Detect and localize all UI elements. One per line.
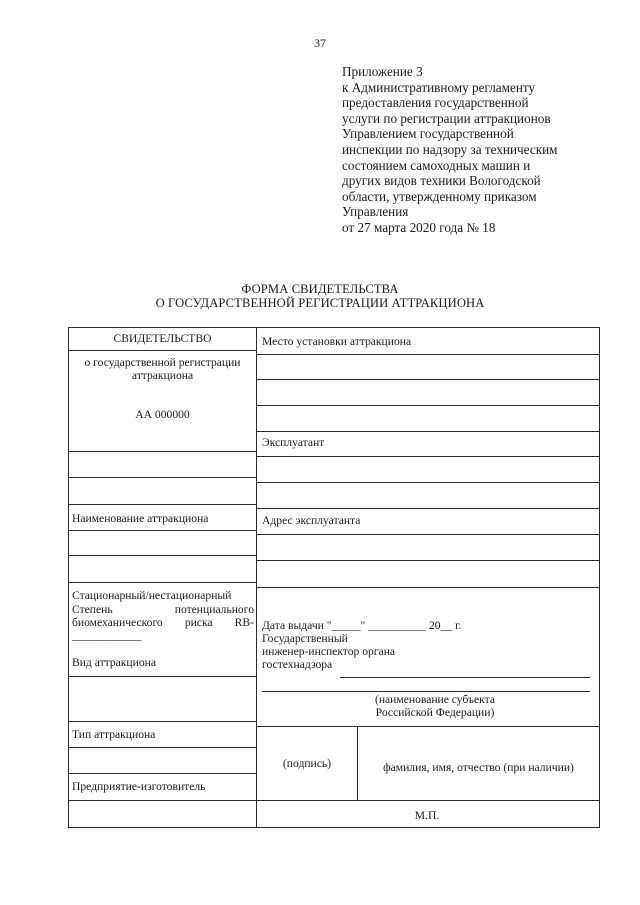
inspector-line-3: гостехнадзора (262, 658, 333, 672)
subject-underline (262, 691, 590, 692)
certificate-subtitle-line-2: аттракциона (131, 369, 194, 383)
risk-label (72, 603, 254, 643)
risk-line-1 (72, 603, 254, 616)
installation-place-label: Место установки аттракциона (262, 335, 412, 348)
left-row-line (68, 530, 257, 531)
stationary-label: Стационарный/нестационарный (72, 589, 232, 602)
left-row-line (68, 721, 257, 722)
certificate-heading: СВИДЕТЕЛЬСТВО (113, 332, 212, 345)
operator-address-label: Адрес эксплуатанта (262, 514, 361, 527)
stamp-label: М.П. (414, 809, 440, 822)
right-row-line (256, 800, 600, 801)
table-border-bottom (68, 827, 600, 828)
table-border-top (68, 327, 600, 328)
risk-line-3: ____________ (72, 629, 142, 643)
full-name-caption: фамилия, имя, отчество (при наличии) (383, 761, 574, 774)
annex-title: Приложение 3 (342, 64, 423, 79)
certificate-subtitle (69, 356, 256, 382)
subject-caption (355, 693, 515, 719)
annex-line: других видов техники Вологодской (342, 173, 541, 189)
form-title (0, 282, 640, 310)
annex-line: Управлением государственной (342, 126, 514, 142)
left-row-line (68, 773, 257, 774)
right-row-line (256, 456, 600, 457)
left-row-line (68, 800, 257, 801)
table-column-divider (256, 327, 257, 828)
inspector-line-1: Государственный (262, 632, 348, 645)
attraction-kind-label: Вид аттракциона (72, 656, 156, 669)
operator-label: Эксплуатант (262, 436, 325, 449)
right-row-line (256, 379, 600, 380)
left-row-line (68, 451, 257, 452)
form-title-line-2: О ГОСУДАРСТВЕННОЙ РЕГИСТРАЦИИ АТТРАКЦИОНА (155, 296, 485, 310)
table-border-right (599, 327, 600, 828)
annex-line: предоставления государственной (342, 95, 529, 111)
annex-line: услуги по регистрации аттракционов (342, 110, 551, 126)
right-row-line (256, 560, 600, 561)
left-row-line (68, 555, 257, 556)
right-row-line (256, 534, 600, 535)
subject-caption-line-1: (наименование субъекта (374, 693, 496, 706)
attraction-type-label: Тип аттракциона (72, 728, 156, 741)
table-border-left (68, 327, 69, 828)
annex-line: Управления (342, 204, 409, 220)
annex-line: области, утвержденному приказом (342, 188, 537, 204)
left-row-line (68, 747, 257, 748)
manufacturer-label: Предприятие-изготовитель (72, 780, 206, 793)
attraction-name-label: Наименование аттракциона (72, 512, 209, 525)
issue-date-label: Дата выдачи "_____" __________ 20__ г. (262, 619, 462, 632)
risk-line-2 (72, 616, 254, 629)
left-row-line (68, 676, 257, 677)
risk-line-1-text: Степень потенциального (72, 603, 254, 616)
certificate-subtitle-line-1: о государственной регистрации (84, 356, 241, 369)
signature-caption: (подпись) (282, 757, 332, 770)
annex-line: к Административному регламенту (342, 79, 536, 95)
left-row-line (68, 582, 257, 583)
inspector-underline (340, 677, 590, 678)
left-row-line (68, 504, 257, 505)
inspector-label (262, 632, 462, 672)
risk-line-2-text: биомеханического риска RB- (72, 616, 254, 630)
right-row-line (256, 508, 600, 509)
right-row-line (256, 482, 600, 483)
right-row-line (256, 405, 600, 406)
inspector-line-2: инженер-инспектор органа (262, 645, 396, 659)
page-number: 37 (314, 36, 326, 50)
annex-block (342, 64, 600, 236)
annex-date-line: от 27 марта 2020 года № 18 (342, 219, 496, 235)
left-row-line (68, 350, 257, 351)
subject-caption-line-2: Российской Федерации) (375, 706, 495, 720)
annex-line: инспекции по надзору за техническим (342, 141, 558, 157)
certificate-number: АА 000000 (135, 408, 190, 421)
right-row-line (256, 587, 600, 588)
right-row-line (256, 354, 600, 355)
annex-line: состоянием самоходных машин и (342, 157, 531, 173)
left-row-line (68, 477, 257, 478)
right-row-line (256, 431, 600, 432)
form-title-line-1: ФОРМА СВИДЕТЕЛЬСТВА (241, 282, 399, 296)
right-row-line (256, 726, 600, 727)
